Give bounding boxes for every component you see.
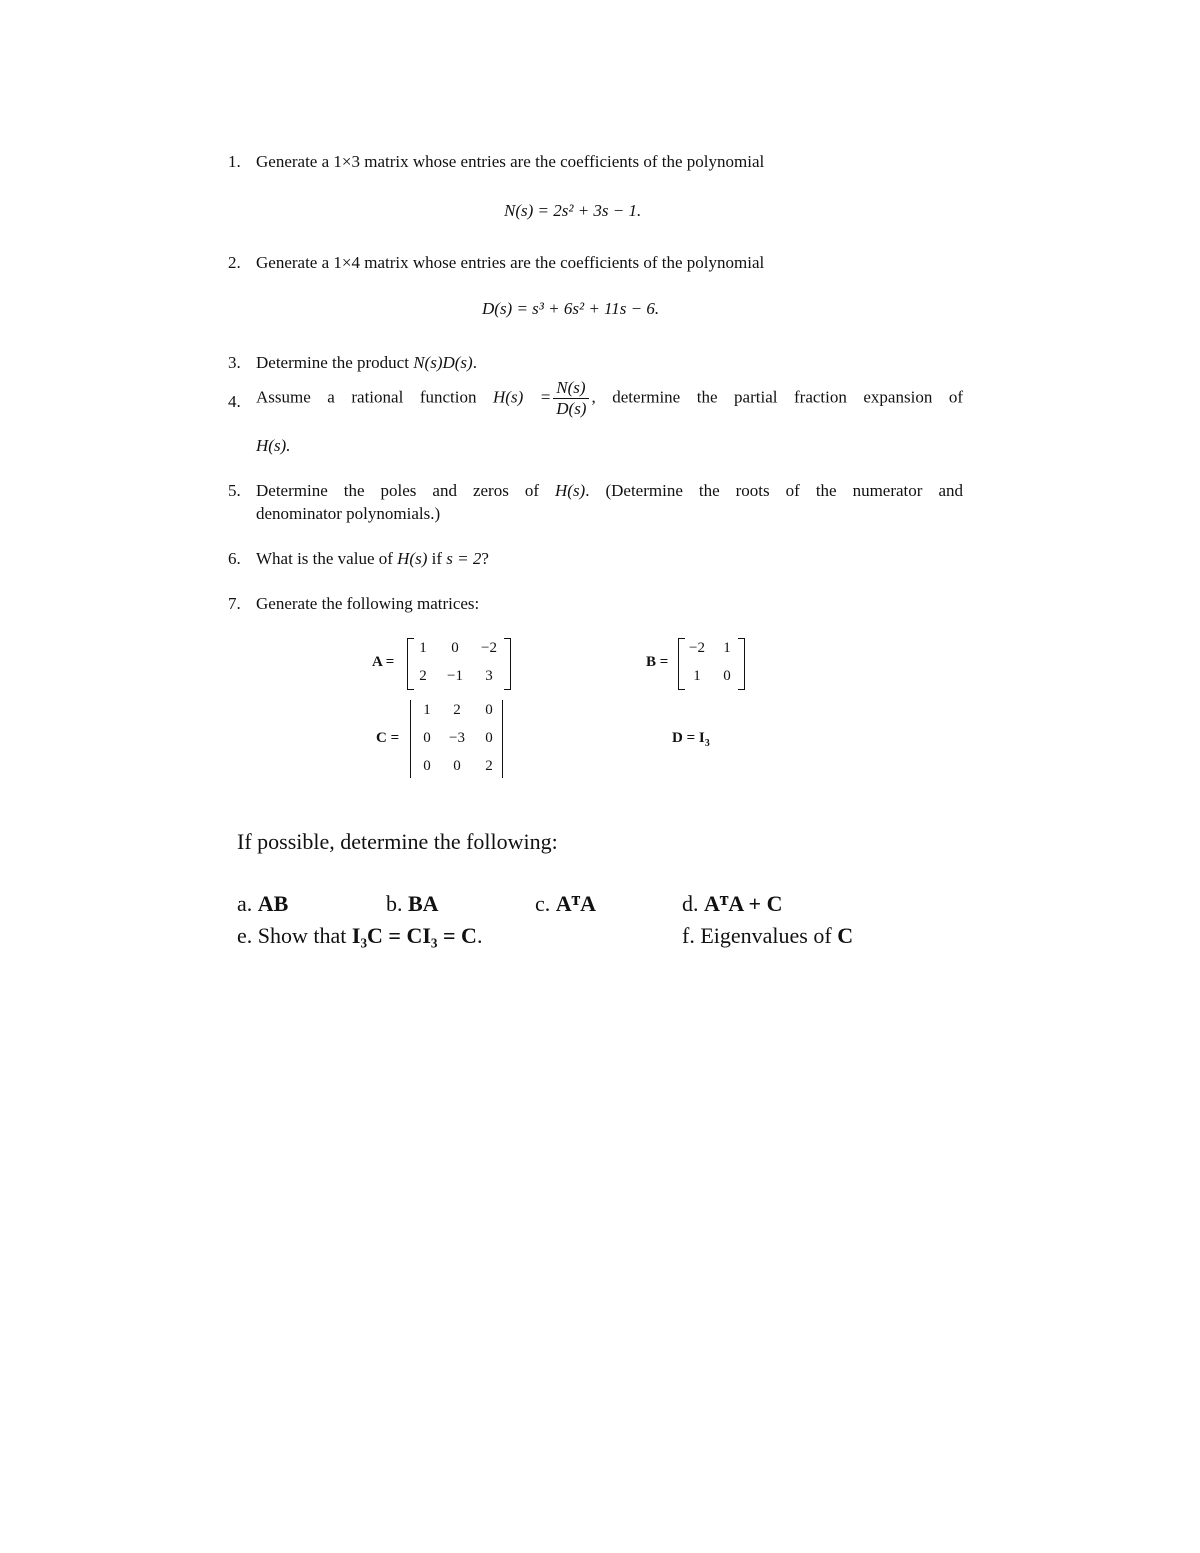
matrix-cell: 0 <box>485 702 493 718</box>
matrix-cell: 0 <box>453 758 461 774</box>
question-number: 7. <box>228 594 241 613</box>
question-number: 2. <box>228 253 241 272</box>
matrix-cell: 2 <box>485 758 493 774</box>
matrix-cell: 1 <box>693 668 701 684</box>
fraction-numerator: N(s) <box>553 378 589 399</box>
matrix-cell: 3 <box>485 668 493 684</box>
expression: N(s)D(s) <box>413 353 473 372</box>
part-expression: AᵀA <box>555 891 597 916</box>
question-text: denominator polynomials.) <box>256 504 441 523</box>
question-number: 5. <box>228 481 241 500</box>
matrix-cell: 0 <box>723 668 731 684</box>
matrix-cell: 0 <box>423 758 431 774</box>
matrix-b <box>646 636 756 692</box>
text-pre: Assume a rational function <box>256 387 477 407</box>
expression: H(s) <box>555 481 586 500</box>
matrix-cell: 2 <box>419 668 427 684</box>
part-a <box>237 891 288 917</box>
part-d <box>682 891 782 917</box>
part-letter: d. <box>682 891 699 916</box>
part-expression: BA <box>408 891 439 916</box>
equation-n: N(s) = 2s² + 3s − 1. <box>504 201 642 220</box>
part-letter: b. <box>386 891 403 916</box>
question-number: 6. <box>228 549 241 568</box>
function-name: H(s) = <box>493 387 552 407</box>
question-number: 1. <box>228 152 241 171</box>
matrix-cell: 1 <box>419 640 427 656</box>
text-pre: Determine the poles and zeros of <box>256 481 555 500</box>
question-text: Generate a 1×3 matrix whose entries are the coefficients of the polynomial <box>256 152 765 171</box>
matrix-cell: 0 <box>451 640 459 656</box>
matrix-cell: −2 <box>481 640 497 656</box>
part-text: Show that <box>257 923 347 948</box>
part-expression: C <box>837 923 854 948</box>
question-number: 3. <box>228 353 241 372</box>
matrix-cell: 1 <box>423 702 431 718</box>
question-text <box>256 480 963 502</box>
matrix-cell: −1 <box>447 668 463 684</box>
question-number: 4. <box>228 392 241 411</box>
part-letter: c. <box>535 891 551 916</box>
matrix-label: B = <box>646 654 669 670</box>
equation-d: D(s) = s³ + 6s² + 11s − 6. <box>482 299 660 318</box>
matrix-d <box>672 730 752 754</box>
matrix-cell: −2 <box>689 640 705 656</box>
text-post: . (Determine the roots of the numerator and <box>585 481 963 500</box>
question-text: H(s). <box>256 436 291 455</box>
right-bracket <box>504 638 511 690</box>
matrix-c <box>376 698 516 782</box>
matrix-a <box>372 636 522 692</box>
part-post: . <box>476 923 483 948</box>
part-expression: I₃C = CI₃ = C <box>351 923 477 948</box>
part-expression: AᵀA + C <box>704 891 783 916</box>
text-post: , determine the partial fraction expansion of <box>591 387 964 407</box>
text-pre: What is the value of <box>256 549 398 568</box>
matrix-label-text: D = I <box>672 730 705 746</box>
part-letter: f. <box>682 923 695 948</box>
text-pre: Determine the product <box>256 353 414 372</box>
part-b <box>386 891 439 917</box>
expression: H(s) <box>397 549 428 568</box>
part-text: Eigenvalues of <box>700 923 832 948</box>
question-text: Generate the following matrices: <box>256 594 480 613</box>
question-text <box>256 548 963 570</box>
section-prompt: If possible, determine the following: <box>237 829 558 854</box>
part-f <box>682 923 853 949</box>
matrix-label: A = <box>372 654 395 670</box>
question-text: Generate a 1×4 matrix whose entries are the coefficients of the polynomial <box>256 253 765 272</box>
question-text <box>256 378 963 419</box>
condition: s = 2 <box>446 549 482 568</box>
matrix-label-subscript: 3 <box>704 738 710 749</box>
matrix-label <box>672 730 710 747</box>
matrix-cell: −3 <box>449 730 465 746</box>
matrix-label: C = <box>376 730 400 746</box>
text-post: ? <box>481 549 489 568</box>
matrix-cell: 2 <box>453 702 461 718</box>
part-e <box>237 923 482 949</box>
part-letter: e. <box>237 923 253 948</box>
fraction-denominator: D(s) <box>556 399 587 418</box>
part-c <box>535 891 596 917</box>
left-bar <box>410 700 411 778</box>
text-mid: if <box>427 549 447 568</box>
fraction <box>553 378 589 419</box>
matrix-cell: 0 <box>485 730 493 746</box>
text-post: . <box>472 353 477 372</box>
part-expression: AB <box>257 891 289 916</box>
matrix-cell: 1 <box>723 640 731 656</box>
matrix-cell: 0 <box>423 730 431 746</box>
part-letter: a. <box>237 891 253 916</box>
question-text <box>256 352 963 374</box>
